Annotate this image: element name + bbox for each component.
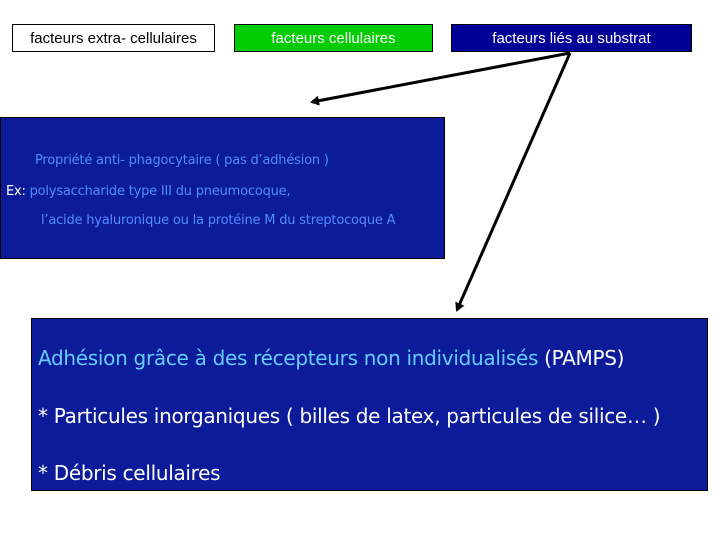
substrate-factors-label: facteurs liés au substrat (492, 29, 651, 47)
inorganic-particles-text: * Particules inorganiques ( billes de latex, particules de silice… ) (38, 404, 661, 428)
cellular-factors-label: facteurs cellulaires (271, 29, 396, 47)
arrow-to-antiphagocytic (312, 53, 570, 102)
adhesion-receptors-text: Adhésion grâce à des récepteurs non individualisés (38, 346, 539, 370)
pamps-text: (PAMPS) (538, 346, 625, 370)
antiphagocytic-property-text: Propriété anti- phagocytaire ( pas d’adhésion ) (35, 153, 329, 168)
example-pneumococcus-text: polysaccharide type III du pneumocoque, (25, 184, 291, 199)
extracellular-factors-label: facteurs extra- cellulaires (30, 29, 197, 47)
example-prefix: Ex: (6, 184, 26, 199)
example-streptococcus-text: l’acide hyaluronique ou la protéine M du streptocoque A (41, 213, 396, 228)
cell-debris-text: * Débris cellulaires (38, 461, 221, 485)
arrow-to-adhesion (457, 53, 570, 310)
